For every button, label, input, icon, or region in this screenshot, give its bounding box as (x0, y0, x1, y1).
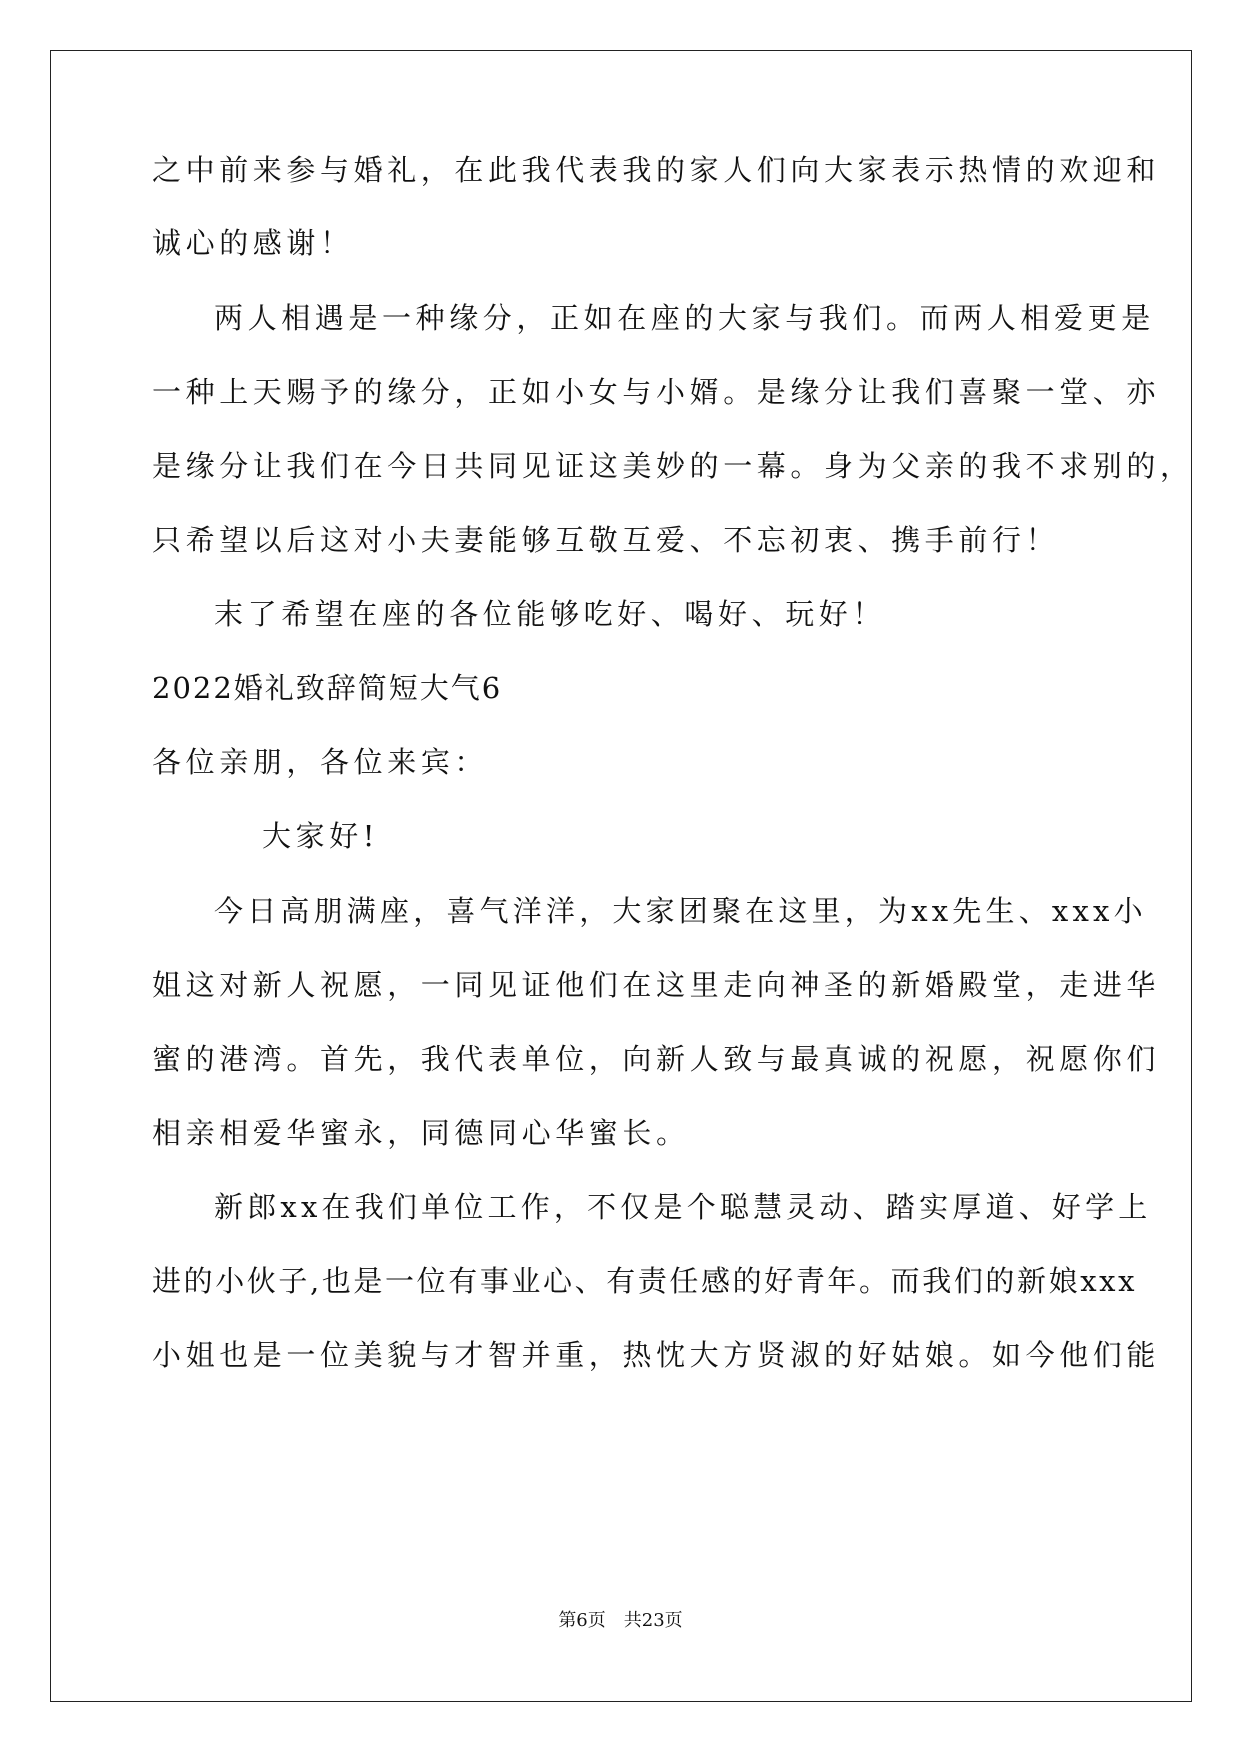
text-line: 一种上天赐予的缘分，正如小女与小婿。是缘分让我们喜聚一堂、亦 (152, 375, 1161, 409)
text-line: 今日高朋满座，喜气洋洋，大家团聚在这里，为xx先生、xxx小 (214, 894, 1147, 928)
greeting: 大家好! (262, 819, 380, 853)
text-line: 诚心的感谢！ (152, 226, 354, 260)
text-line: 相亲相爱华蜜永，同德同心华蜜长。 (152, 1116, 690, 1150)
page-number: 第6页 共23页 (558, 1610, 683, 1631)
text-line: 进的小伙子,也是一位有事业心、有责任感的好青年。而我们的新娘xxx (152, 1264, 1138, 1298)
text-line: 姐这对新人祝愿，一同见证他们在这里走向神圣的新婚殿堂，走进华 (152, 968, 1161, 1002)
salutation: 各位亲朋，各位来宾： (152, 745, 489, 779)
text-line: 两人相遇是一种缘分，正如在座的大家与我们。而两人相爱更是 (214, 301, 1155, 335)
text-line: 小姐也是一位美貌与才智并重，热忱大方贤淑的好姑娘。如今他们能 (152, 1338, 1161, 1372)
section-heading: 2022婚礼致辞简短大气6 (152, 671, 503, 705)
text-line: 只希望以后这对小夫妻能够互敬互爱、不忘初衷、携手前行！ (152, 523, 1060, 557)
text-line: 之中前来参与婚礼，在此我代表我的家人们向大家表示热情的欢迎和 (152, 153, 1161, 187)
text-line: 末了希望在座的各位能够吃好、喝好、玩好！ (214, 597, 887, 631)
text-line: 新郎xx在我们单位工作，不仅是个聪慧灵动、踏实厚道、好学上 (214, 1190, 1152, 1224)
text-line: 蜜的港湾。首先，我代表单位，向新人致与最真诚的祝愿，祝愿你们 (152, 1042, 1161, 1076)
text-line: 是缘分让我们在今日共同见证这美妙的一幕。身为父亲的我不求别的， (152, 449, 1194, 483)
